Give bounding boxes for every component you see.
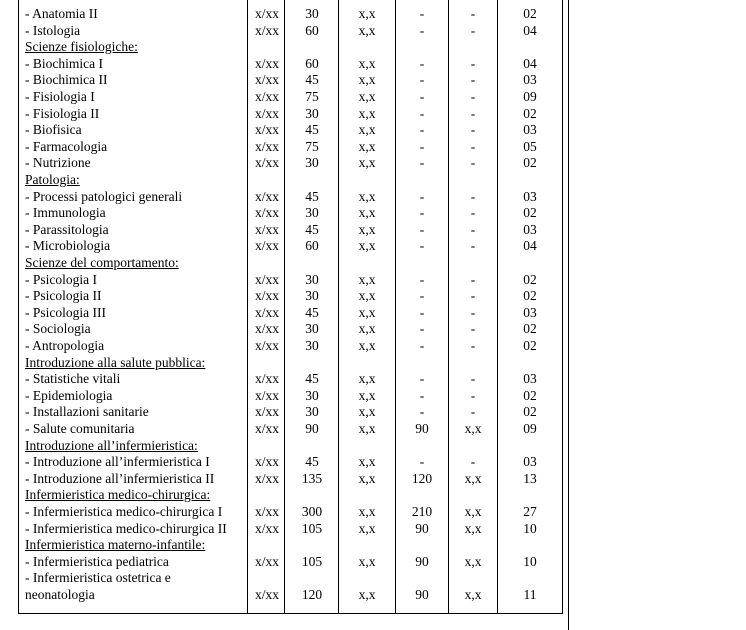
course-name: - Introduzione all’infermieristica II — [25, 470, 215, 486]
section-title: Introduzione alla salute pubblica: — [25, 354, 206, 370]
course-code: x/xx — [254, 122, 279, 138]
section-header — [0, 354, 746, 371]
course-credits: x,x — [358, 221, 376, 237]
practice-hours: - — [419, 72, 425, 88]
section-header — [0, 536, 746, 553]
practice-credits: x,x — [464, 587, 482, 602]
course-code: x/xx — [254, 288, 279, 304]
section-title: Introduzione all’infermieristica: — [25, 437, 198, 453]
practice-hours: - — [419, 338, 425, 353]
practice-hours: - — [419, 22, 425, 38]
practice-credits: - — [470, 371, 476, 387]
table-row — [0, 387, 746, 404]
practice-credits: - — [470, 321, 476, 337]
table-row — [0, 22, 746, 39]
course-credits: x,x — [358, 371, 376, 387]
course-name: - Biofisica — [25, 122, 82, 138]
cfu-value: 04 — [523, 238, 537, 254]
course-name: - Antropologia — [25, 338, 105, 353]
course-name: - Biochimica II — [25, 72, 108, 88]
course-name: - Fisiologia II — [25, 105, 100, 121]
table-row — [0, 188, 746, 205]
cfu-value: 03 — [523, 454, 537, 470]
practice-credits: - — [470, 22, 476, 38]
table-row — [0, 287, 746, 304]
course-name: - Biochimica I — [25, 55, 103, 71]
practice-credits: x,x — [464, 470, 482, 486]
cfu-value: 02 — [523, 338, 537, 353]
cfu-value: 03 — [523, 221, 537, 237]
cfu-value: 02 — [523, 288, 537, 304]
course-credits: x,x — [358, 22, 376, 38]
table-bottom-rule — [18, 613, 563, 614]
course-credits: x,x — [358, 421, 376, 436]
course-hours: 90 — [305, 421, 319, 436]
course-hours: 30 — [305, 288, 319, 304]
section-header — [0, 254, 746, 271]
practice-credits: - — [470, 338, 476, 353]
practice-hours: 210 — [411, 504, 433, 519]
course-credits: x,x — [358, 387, 376, 403]
course-name: - Infermieristica pediatrica — [25, 553, 169, 569]
practice-credits: - — [470, 205, 476, 221]
section-title: Scienze fisiologiche: — [25, 39, 138, 55]
course-code: x/xx — [254, 72, 279, 88]
practice-credits: - — [470, 89, 476, 104]
cfu-value: 02 — [523, 387, 537, 403]
course-code: x/xx — [254, 304, 279, 320]
cfu-value: 11 — [523, 587, 537, 602]
course-hours: 45 — [305, 221, 319, 237]
course-name: - Introduzione all’infermieristica I — [25, 454, 210, 470]
practice-hours: - — [419, 321, 425, 337]
cfu-value: 03 — [523, 72, 537, 88]
course-code: x/xx — [254, 387, 279, 403]
course-hours: 45 — [305, 122, 319, 138]
practice-credits: - — [470, 271, 476, 287]
course-credits: x,x — [358, 520, 376, 536]
practice-credits: - — [470, 221, 476, 237]
course-name: - Infermieristica medico-chirurgica I — [25, 504, 223, 519]
course-hours: 30 — [305, 6, 319, 21]
course-hours: 30 — [305, 321, 319, 337]
course-name: - Processi patologici generali — [25, 188, 183, 204]
course-hours: 105 — [301, 520, 323, 536]
course-code: x/xx — [254, 553, 279, 569]
cfu-value: 09 — [523, 89, 537, 104]
course-name: neonatologia — [25, 587, 95, 602]
course-name: - Anatomia II — [25, 6, 98, 21]
cfu-value: 02 — [523, 155, 537, 171]
practice-hours: - — [419, 288, 425, 304]
practice-hours: - — [419, 238, 425, 254]
practice-credits: - — [470, 454, 476, 470]
practice-credits: x,x — [464, 553, 482, 569]
table-row — [0, 453, 746, 470]
practice-hours: 90 — [415, 553, 429, 569]
practice-hours: - — [419, 188, 425, 204]
course-name: - Infermieristica medico-chirurgica II — [25, 520, 227, 536]
table-row — [0, 553, 746, 570]
practice-credits: - — [470, 304, 476, 320]
course-credits: x,x — [358, 122, 376, 138]
course-code: x/xx — [254, 221, 279, 237]
course-hours: 45 — [305, 454, 319, 470]
table-row — [0, 55, 746, 72]
section-title: Infermieristica materno-infantile: — [25, 537, 206, 553]
course-credits: x,x — [358, 105, 376, 121]
section-title: Infermieristica medico-chirurgica: — [25, 487, 211, 503]
course-credits: x,x — [358, 470, 376, 486]
course-name: - Salute comunitaria — [25, 421, 135, 436]
practice-hours: - — [419, 89, 425, 104]
course-name: - Psicologia II — [25, 288, 102, 304]
course-name: - Installazioni sanitarie — [25, 404, 149, 420]
table-row — [0, 5, 746, 22]
course-name: - Parassitologia — [25, 221, 109, 237]
course-hours: 75 — [305, 89, 319, 104]
course-hours: 60 — [305, 238, 319, 254]
course-code: x/xx — [254, 238, 279, 254]
course-name: - Microbiologia — [25, 238, 111, 254]
practice-credits: x,x — [464, 520, 482, 536]
table-row — [0, 337, 746, 354]
table-row — [0, 503, 746, 520]
practice-hours: - — [419, 155, 425, 171]
course-hours: 45 — [305, 72, 319, 88]
course-credits: x,x — [358, 238, 376, 254]
course-hours: 105 — [301, 553, 323, 569]
course-code: x/xx — [254, 89, 279, 104]
practice-hours: 90 — [415, 587, 429, 602]
table-row — [0, 221, 746, 238]
course-hours: 135 — [301, 470, 323, 486]
section-header — [0, 437, 746, 454]
practice-hours: - — [419, 105, 425, 121]
course-name: - Infermieristica ostetrica e — [25, 570, 171, 586]
practice-credits: - — [470, 155, 476, 171]
practice-credits: - — [470, 55, 476, 71]
course-code: x/xx — [254, 105, 279, 121]
course-code: x/xx — [254, 155, 279, 171]
course-code: x/xx — [254, 520, 279, 536]
cfu-value: 02 — [523, 404, 537, 420]
course-hours: 30 — [305, 271, 319, 287]
cfu-value: 10 — [523, 520, 537, 536]
table-row — [0, 121, 746, 138]
course-credits: x,x — [358, 72, 376, 88]
section-header — [0, 486, 746, 503]
table-row — [0, 586, 746, 603]
course-name: - Farmacologia — [25, 138, 108, 154]
section-header — [0, 38, 746, 55]
table-row — [0, 237, 746, 254]
course-code: x/xx — [254, 421, 279, 436]
section-title: Patologia: — [25, 172, 80, 187]
course-hours: 75 — [305, 138, 319, 154]
course-hours: 45 — [305, 188, 319, 204]
course-credits: x,x — [358, 89, 376, 104]
course-hours: 60 — [305, 55, 319, 71]
table-row — [0, 370, 746, 387]
course-hours: 300 — [301, 504, 323, 519]
course-credits: x,x — [358, 321, 376, 337]
practice-hours: - — [419, 122, 425, 138]
course-name: - Fisiologia I — [25, 89, 95, 104]
practice-credits: - — [470, 387, 476, 403]
practice-hours: 120 — [411, 470, 433, 486]
course-credits: x,x — [358, 271, 376, 287]
table-row — [0, 71, 746, 88]
course-code: x/xx — [254, 371, 279, 387]
course-code: x/xx — [254, 454, 279, 470]
table-row — [0, 320, 746, 337]
course-hours: 30 — [305, 155, 319, 171]
cfu-value: 03 — [523, 371, 537, 387]
course-hours: 120 — [301, 587, 323, 602]
course-hours: 30 — [305, 338, 319, 353]
cfu-value: 10 — [523, 553, 537, 569]
practice-hours: - — [419, 55, 425, 71]
cfu-value: 02 — [523, 321, 537, 337]
cfu-value: 02 — [523, 205, 537, 221]
cfu-value: 03 — [523, 188, 537, 204]
course-credits: x,x — [358, 454, 376, 470]
course-credits: x,x — [358, 553, 376, 569]
practice-hours: - — [419, 454, 425, 470]
course-name: - Sociologia — [25, 321, 91, 337]
practice-hours: - — [419, 271, 425, 287]
cfu-value: 03 — [523, 122, 537, 138]
course-name: - Psicologia I — [25, 271, 97, 287]
table-row — [0, 403, 746, 420]
course-code: x/xx — [254, 271, 279, 287]
course-credits: x,x — [358, 404, 376, 420]
cfu-value: 02 — [523, 6, 537, 21]
section-title: Scienze del comportamento: — [25, 255, 179, 270]
course-credits: x,x — [358, 504, 376, 519]
table-row — [0, 420, 746, 437]
course-name: - Epidemiologia — [25, 387, 113, 403]
course-code: x/xx — [254, 321, 279, 337]
table-row — [0, 105, 746, 122]
course-credits: x,x — [358, 304, 376, 320]
course-hours: 30 — [305, 205, 319, 221]
practice-credits: - — [470, 72, 476, 88]
cfu-value: 02 — [523, 105, 537, 121]
practice-credits: - — [470, 138, 476, 154]
course-code: x/xx — [254, 188, 279, 204]
section-header — [0, 171, 746, 188]
course-name: - Istologia — [25, 22, 81, 38]
course-hours: 30 — [305, 404, 319, 420]
practice-credits: - — [470, 122, 476, 138]
course-code: x/xx — [254, 205, 279, 221]
course-code: x/xx — [254, 338, 279, 353]
practice-credits: - — [470, 288, 476, 304]
practice-hours: - — [419, 371, 425, 387]
course-name: - Statistiche vitali — [25, 371, 121, 387]
table-row — [0, 88, 746, 105]
course-credits: x,x — [358, 587, 376, 602]
practice-hours: 90 — [415, 520, 429, 536]
practice-credits: x,x — [464, 421, 482, 436]
course-credits: x,x — [358, 138, 376, 154]
course-hours: 45 — [305, 371, 319, 387]
table-row — [0, 204, 746, 221]
practice-credits: - — [470, 238, 476, 254]
cfu-value: 27 — [523, 504, 537, 519]
course-code: x/xx — [254, 404, 279, 420]
course-code: x/xx — [254, 587, 279, 602]
table-row — [0, 271, 746, 288]
course-credits: x,x — [358, 6, 376, 21]
cfu-value: 05 — [523, 138, 537, 154]
course-credits: x,x — [358, 205, 376, 221]
cfu-value: 13 — [523, 470, 537, 486]
practice-credits: x,x — [464, 504, 482, 519]
practice-hours: - — [419, 138, 425, 154]
table-row — [0, 569, 746, 586]
cfu-value: 04 — [523, 22, 537, 38]
practice-hours: - — [419, 404, 425, 420]
practice-credits: - — [470, 6, 476, 21]
course-code: x/xx — [254, 6, 279, 21]
cfu-value: 03 — [523, 304, 537, 320]
table-row — [0, 470, 746, 487]
course-code: x/xx — [254, 504, 279, 519]
practice-hours: - — [419, 304, 425, 320]
cfu-value: 09 — [523, 421, 537, 436]
course-credits: x,x — [358, 288, 376, 304]
table-row — [0, 138, 746, 155]
course-hours: 30 — [305, 387, 319, 403]
practice-credits: - — [470, 404, 476, 420]
course-hours: 45 — [305, 304, 319, 320]
course-name: - Psicologia III — [25, 304, 106, 320]
table-row — [0, 304, 746, 321]
course-hours: 60 — [305, 22, 319, 38]
cfu-value: 02 — [523, 271, 537, 287]
table-row — [0, 520, 746, 537]
practice-credits: - — [470, 105, 476, 121]
course-credits: x,x — [358, 155, 376, 171]
practice-hours: - — [419, 221, 425, 237]
course-credits: x,x — [358, 55, 376, 71]
course-name: - Nutrizione — [25, 155, 91, 171]
practice-hours: - — [419, 205, 425, 221]
practice-hours: - — [419, 6, 425, 21]
course-hours: 30 — [305, 105, 319, 121]
course-credits: x,x — [358, 188, 376, 204]
practice-credits: - — [470, 188, 476, 204]
course-code: x/xx — [254, 470, 279, 486]
practice-hours: - — [419, 387, 425, 403]
course-code: x/xx — [254, 55, 279, 71]
course-credits: x,x — [358, 338, 376, 353]
course-name: - Immunologia — [25, 205, 106, 221]
cfu-value: 04 — [523, 55, 537, 71]
practice-hours: 90 — [415, 421, 429, 436]
course-code: x/xx — [254, 138, 279, 154]
table-row — [0, 154, 746, 171]
course-code: x/xx — [254, 22, 279, 38]
